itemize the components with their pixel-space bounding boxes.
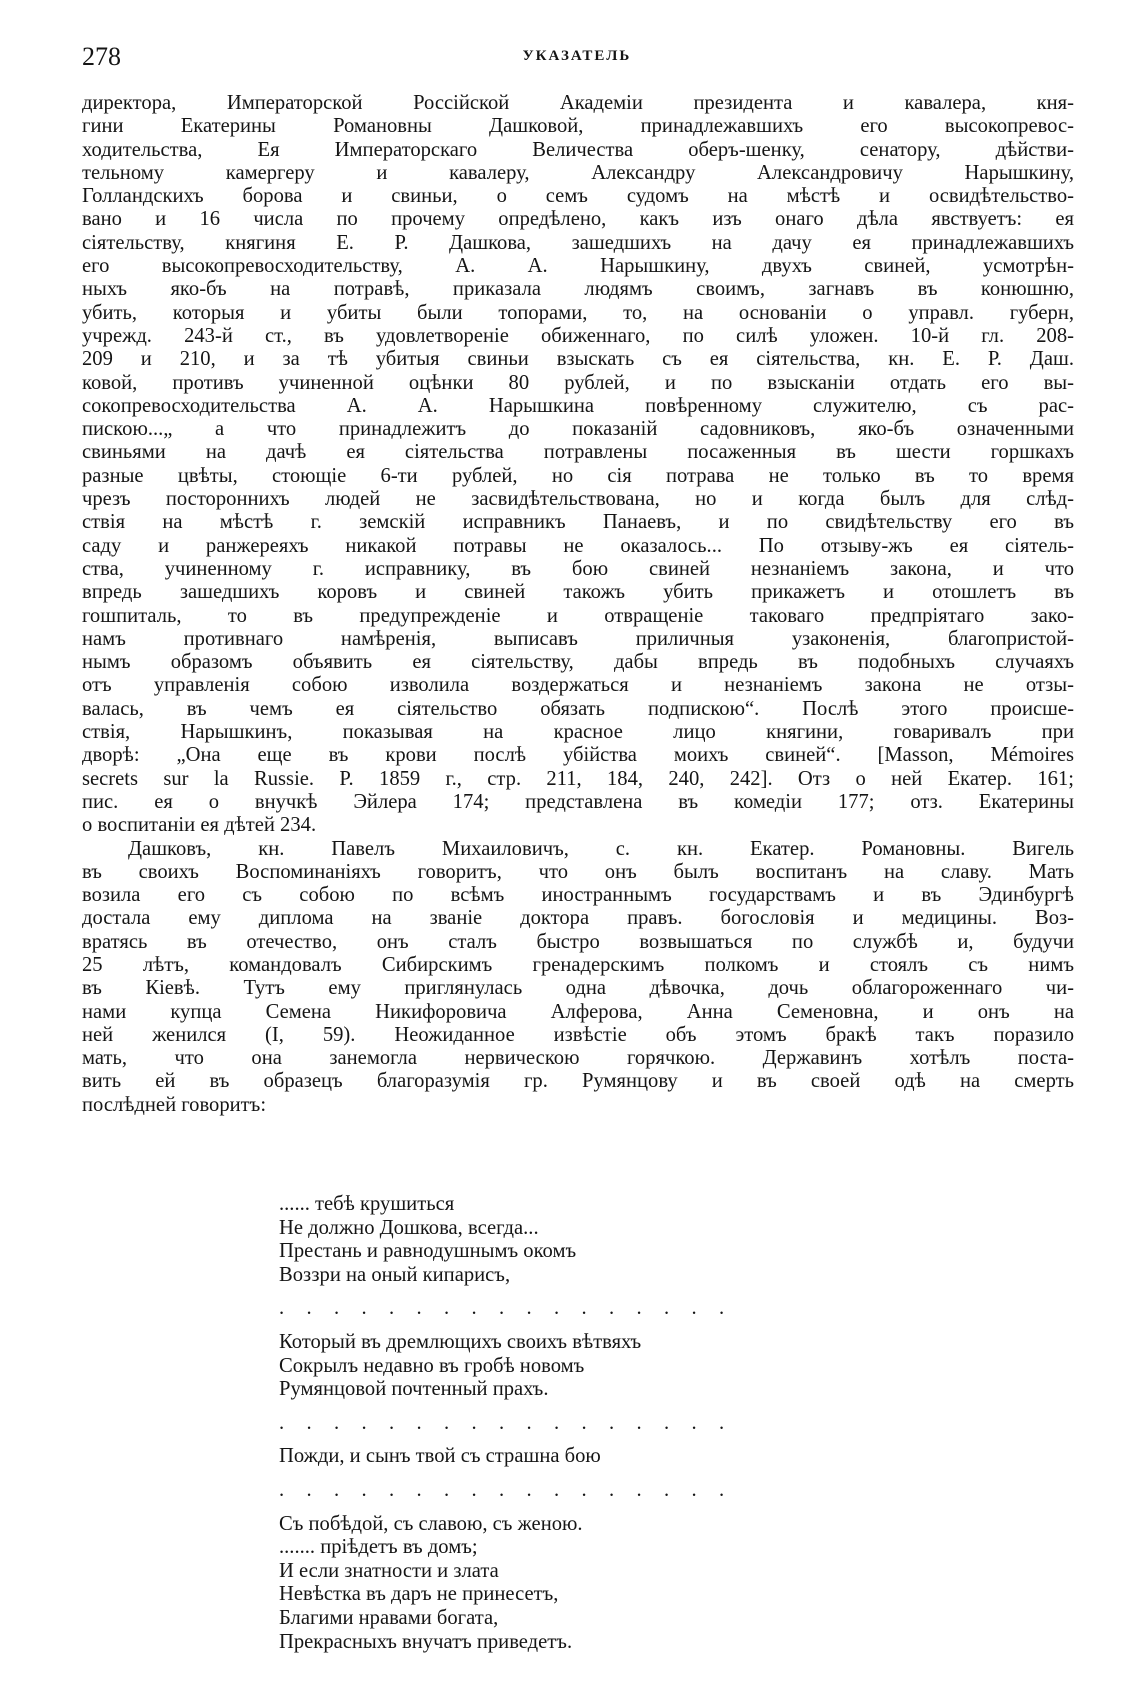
page-header bbox=[82, 42, 1072, 82]
text-line: въ своихъ Воспоминаніяхъ говоритъ, что онъ былъ воспитанъ на славу. Мать bbox=[82, 860, 1074, 883]
text-line: директора, Императорской Россійской Академіи президента и кавалера, кня- bbox=[82, 92, 1074, 114]
ellipsis-row: . . . . . . . . . . . . . . . . . bbox=[279, 1297, 733, 1320]
ellipsis-row: . . . . . . . . . . . . . . . . . bbox=[279, 1478, 733, 1501]
text-line: его высокопревосходительству, А. А. Нарышкину, двухъ свиней, усмотрѣн- bbox=[82, 255, 1074, 278]
text-line: гини Екатерины Романовны Дашковой, принадлежавшихъ его высокопревос- bbox=[82, 115, 1074, 138]
text-line: сіятельству, княгиня Е. Р. Дашкова, зашедшихъ на дачу ея принадлежавшихъ bbox=[82, 231, 1074, 254]
text-line: вить ей въ образецъ благоразумія гр. Румянцову и въ своей одѣ на смерть bbox=[82, 1070, 1074, 1093]
ellipsis-row: . . . . . . . . . . . . . . . . . bbox=[279, 1411, 733, 1434]
text-line: Голландскихъ борова и свиньи, о семъ судомъ на мѣстѣ и освидѣтельство- bbox=[82, 185, 1074, 208]
text-line: ства, учиненному г. исправнику, въ бою свиней незнаніемъ закона, и что bbox=[82, 557, 1074, 580]
poem-line: Который въ дремлющихъ своихъ вѣтвяхъ bbox=[279, 1330, 642, 1353]
text-line: разные цвѣты, стоющіе 6-ти рублей, но сія потрава не только въ то время bbox=[82, 464, 1074, 487]
entry-dashkov bbox=[82, 838, 1074, 1118]
text-line: убить, которыя и убиты были топорами, то, на основаніи о управл. губерн, bbox=[82, 301, 1074, 324]
poem-line: Пожди, и сынъ твой съ страшна бою bbox=[279, 1445, 601, 1468]
poem-quotation bbox=[279, 1193, 839, 1654]
text-line: саду и ранжереяхъ никакой потравы не оказалось... По отзыву-жъ ея сіятель- bbox=[82, 534, 1074, 557]
poem-line: ...... тебѣ крушиться bbox=[279, 1193, 455, 1215]
text-line: сокопревосходительства А. А. Нарышкина повѣренному служителю, съ рас- bbox=[82, 394, 1074, 417]
poem-line: Прекрасныхъ внучатъ приведетъ. bbox=[279, 1630, 573, 1653]
text-line: намъ противнаго намѣренія, выписавъ приличныя узаконенія, благопристой- bbox=[82, 627, 1074, 650]
poem-line: Сокрылъ недавно въ гробѣ новомъ bbox=[279, 1354, 585, 1377]
text-line: валась, въ чемъ ея сіятельство обязать подпискою“. Послѣ этого происше- bbox=[82, 697, 1074, 720]
text-line: пис. ея о внучкѣ Эйлера 174; представлена въ комедіи 177; отз. Екатерины bbox=[82, 790, 1074, 813]
text-line: ходительства, Ея Императорскаго Величества оберъ-шенку, сенатору, дѣйстви- bbox=[82, 138, 1074, 161]
text-line: чрезъ постороннихъ людей не засвидѣтельствована, но и когда былъ для слѣд- bbox=[82, 488, 1074, 511]
text-line: достала ему диплома на званіе доктора правъ. богословія и медицины. Воз- bbox=[82, 907, 1074, 930]
poem-line: Благими нравами богата, bbox=[279, 1606, 499, 1629]
text-line: учрежд. 243-й ст., въ удовлетвореніе обиженнаго, по силѣ уложен. 10-й гл. 208- bbox=[82, 324, 1074, 347]
text-line: впредь зашедшихъ коровъ и свиней такожъ убить прикажетъ и отошлетъ въ bbox=[82, 581, 1074, 604]
text-line: гошпиталь, то въ предупрежденіе и отвращеніе таковаго предпріятаго зако- bbox=[82, 604, 1074, 627]
poem-line: Престань и равнодушнымъ окомъ bbox=[279, 1240, 577, 1263]
text-line: дворѣ: „Она еще въ крови послѣ убійства моихъ свиней“. [Masson, Mémoires bbox=[82, 744, 1074, 767]
text-line: вратясь въ отечество, онъ сталъ быстро возвышаться по службѣ и, будучи bbox=[82, 930, 1074, 953]
text-line: ныхъ яко-бъ на потравѣ, приказала людямъ своимъ, загнавъ въ конюшню, bbox=[82, 278, 1074, 301]
text-line: ствія на мѣстѣ г. земскій исправникъ Панаевъ, и по свидѣтельству его въ bbox=[82, 511, 1074, 534]
text-line: ней женился (I, 59). Неожиданное извѣстіе объ этомъ бракѣ такъ поразило bbox=[82, 1023, 1074, 1046]
text-line: тельному камергеру и кавалеру, Александру Александровичу Нарышкину, bbox=[82, 161, 1074, 184]
text-line: возила его съ собою по всѣмъ иностраннымъ государствамъ и въ Эдинбургѣ bbox=[82, 884, 1074, 907]
text-line: нами купца Семена Никифоровича Алферова, Анна Семеновна, и онъ на bbox=[82, 1000, 1074, 1023]
text-line: послѣдней говоритъ: bbox=[82, 1093, 267, 1116]
poem-line: Съ побѣдой, съ славою, съ женою. bbox=[279, 1512, 583, 1535]
poem-line: Румянцовой почтенный прахъ. bbox=[279, 1378, 549, 1401]
poem-line: Невѣстка въ даръ не принесетъ, bbox=[279, 1583, 559, 1606]
poem-line: И если знатности и злата bbox=[279, 1559, 499, 1582]
text-line: мать, что она занемогла нервическою горячкою. Державинъ хотѣлъ поста- bbox=[82, 1047, 1074, 1070]
text-line: отъ управленія собою изволила воздержаться и незнаніемъ закона не отзы- bbox=[82, 674, 1074, 697]
text-line: ковой, противъ учиненной оцѣнки 80 рублей, и по взысканіи отдать его вы- bbox=[82, 371, 1074, 394]
text-line: 25 лѣтъ, командовалъ Сибирскимъ гренадерскимъ полкомъ и стоялъ съ нимъ bbox=[82, 953, 1074, 976]
body-text bbox=[82, 92, 1074, 1117]
text-line: вано и 16 числа по прочему опредѣлено, какъ изъ онаго дѣла явствуетъ: ея bbox=[82, 208, 1074, 231]
text-line: secrets sur la Russie. P. 1859 г., стр. 211, 184, 240, 242]. Отз о ней Екатер. 161; bbox=[82, 767, 1074, 790]
page-number: 278 bbox=[82, 42, 121, 71]
poem-line: ....... пріѣдетъ въ домъ; bbox=[279, 1536, 478, 1559]
entry-heading-line: Дашковъ, кн. Павелъ Михаиловичъ, с. кн. Екатер. Романовны. Вигель bbox=[128, 837, 1074, 860]
text-line: пискою...„ а что принадлежитъ до показаній садовниковъ, яко-бъ означенными bbox=[82, 418, 1074, 441]
text-line: въ Кіевѣ. Тутъ ему приглянулась одна дѣвочка, дочь облагороженнаго чи- bbox=[82, 977, 1074, 1000]
entry-dashkova-continued bbox=[82, 92, 1074, 838]
running-title: УКАЗАТЕЛЬ bbox=[522, 48, 632, 64]
text-line: о воспитаніи ея дѣтей 234. bbox=[82, 814, 317, 837]
poem-line: Не должно Дошкова, всегда... bbox=[279, 1216, 539, 1239]
text-line: ствія, Нарышкинъ, показывая на красное лицо княгини, говаривалъ при bbox=[82, 721, 1074, 744]
text-line: свиньями на дачѣ ея сіятельства потравлены посаженныя въ шести горшкахъ bbox=[82, 441, 1074, 464]
poem-line: Воззри на оный кипарисъ, bbox=[279, 1263, 511, 1286]
text-line: 209 и 210, и за тѣ убитыя свиньи взыскать съ ея сіятельства, кн. Е. Р. Даш. bbox=[82, 348, 1074, 371]
text-line: нымъ образомъ объявить ея сіятельству, дабы впредь въ подобныхъ случаяхъ bbox=[82, 651, 1074, 674]
